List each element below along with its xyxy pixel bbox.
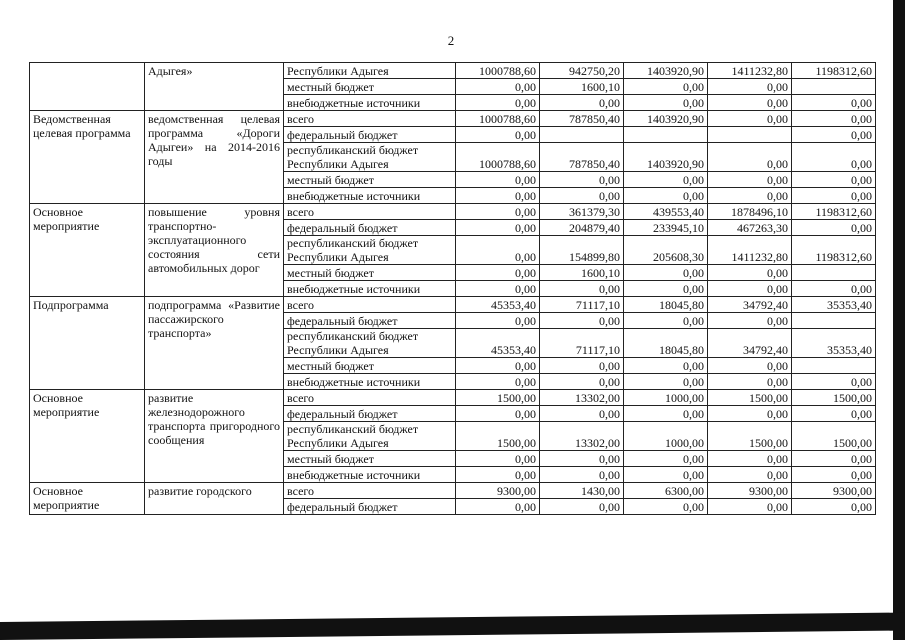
funding-source-cell: федеральный бюджет xyxy=(284,127,456,143)
amount-cell: 0,00 xyxy=(540,499,624,515)
funding-source-cell: федеральный бюджет xyxy=(284,499,456,515)
amount-cell: 0,00 xyxy=(456,313,540,329)
program-name-cell: подпрограмма «Развитие пассажирского транспорта» xyxy=(145,297,284,390)
amount-cell: 0,00 xyxy=(624,265,708,281)
amount-cell: 1411232,80 xyxy=(708,236,792,265)
amount-cell: 0,00 xyxy=(456,265,540,281)
funding-source-cell: внебюджетные источники xyxy=(284,467,456,483)
funding-source-cell: федеральный бюджет xyxy=(284,406,456,422)
amount-cell xyxy=(792,313,876,329)
amount-cell: 0,00 xyxy=(792,467,876,483)
amount-cell: 0,00 xyxy=(708,143,792,172)
amount-cell: 0,00 xyxy=(540,95,624,111)
amount-cell: 787850,40 xyxy=(540,111,624,127)
amount-cell: 0,00 xyxy=(456,451,540,467)
amount-cell: 0,00 xyxy=(540,281,624,297)
program-name-cell: развитие городского xyxy=(145,483,284,515)
program-type-cell: Основное мероприятие xyxy=(30,390,145,483)
amount-cell: 13302,00 xyxy=(540,390,624,406)
amount-cell: 0,00 xyxy=(456,204,540,220)
amount-cell xyxy=(792,265,876,281)
amount-cell: 0,00 xyxy=(456,499,540,515)
table-row xyxy=(30,483,876,499)
amount-cell: 0,00 xyxy=(456,374,540,390)
amount-cell xyxy=(540,127,624,143)
amount-cell: 1198312,60 xyxy=(792,204,876,220)
amount-cell: 0,00 xyxy=(792,220,876,236)
amount-cell: 1000,00 xyxy=(624,422,708,451)
funding-source-cell: всего xyxy=(284,297,456,313)
funding-source-cell: внебюджетные источники xyxy=(284,374,456,390)
amount-cell: 0,00 xyxy=(792,499,876,515)
program-type-cell: Подпрограмма xyxy=(30,297,145,390)
funding-source-cell: республиканский бюджет Республики Адыгея xyxy=(284,143,456,172)
table-row xyxy=(30,204,876,220)
table-row xyxy=(30,297,876,313)
amount-cell: 0,00 xyxy=(540,358,624,374)
amount-cell: 1500,00 xyxy=(792,422,876,451)
amount-cell: 34792,40 xyxy=(708,329,792,358)
funding-source-cell: местный бюджет xyxy=(284,79,456,95)
amount-cell: 0,00 xyxy=(792,95,876,111)
amount-cell: 1000788,60 xyxy=(456,63,540,79)
funding-source-cell: всего xyxy=(284,204,456,220)
amount-cell: 0,00 xyxy=(540,451,624,467)
amount-cell xyxy=(708,127,792,143)
funding-source-cell: республиканский бюджет Республики Адыгея xyxy=(284,422,456,451)
amount-cell xyxy=(792,358,876,374)
amount-cell: 1500,00 xyxy=(708,390,792,406)
amount-cell: 0,00 xyxy=(456,95,540,111)
funding-source-cell: всего xyxy=(284,390,456,406)
amount-cell: 0,00 xyxy=(708,172,792,188)
amount-cell: 467263,30 xyxy=(708,220,792,236)
amount-cell: 0,00 xyxy=(708,188,792,204)
amount-cell: 0,00 xyxy=(456,79,540,95)
amount-cell: 1500,00 xyxy=(456,422,540,451)
scan-edge-bottom xyxy=(0,613,905,640)
amount-cell: 0,00 xyxy=(792,111,876,127)
amount-cell: 71117,10 xyxy=(540,297,624,313)
amount-cell: 0,00 xyxy=(624,451,708,467)
amount-cell: 45353,40 xyxy=(456,329,540,358)
amount-cell: 0,00 xyxy=(708,451,792,467)
amount-cell: 0,00 xyxy=(708,499,792,515)
program-name-cell: ведомственная целевая программа «Дороги Адыгеи» на 2014-2016 годы xyxy=(145,111,284,204)
amount-cell: 34792,40 xyxy=(708,297,792,313)
funding-source-cell: всего xyxy=(284,111,456,127)
amount-cell: 0,00 xyxy=(792,172,876,188)
table-row xyxy=(30,390,876,406)
amount-cell: 0,00 xyxy=(708,265,792,281)
program-name-cell: повышение уровня транспортно-эксплуатационного состояния сети автомобильных дорог xyxy=(145,204,284,297)
amount-cell: 0,00 xyxy=(708,358,792,374)
scan-edge-right xyxy=(893,0,905,640)
funding-source-cell: местный бюджет xyxy=(284,451,456,467)
amount-cell: 0,00 xyxy=(540,467,624,483)
amount-cell: 154899,80 xyxy=(540,236,624,265)
program-name-cell: развитие железнодорожного транспорта пригородного сообщения xyxy=(145,390,284,483)
amount-cell: 0,00 xyxy=(456,188,540,204)
amount-cell: 0,00 xyxy=(456,220,540,236)
amount-cell: 1878496,10 xyxy=(708,204,792,220)
amount-cell: 1500,00 xyxy=(792,390,876,406)
table-row xyxy=(30,111,876,127)
amount-cell: 0,00 xyxy=(708,374,792,390)
amount-cell: 71117,10 xyxy=(540,329,624,358)
funding-source-cell: всего xyxy=(284,483,456,499)
amount-cell: 0,00 xyxy=(540,406,624,422)
amount-cell: 1000788,60 xyxy=(456,143,540,172)
amount-cell: 0,00 xyxy=(708,467,792,483)
amount-cell: 0,00 xyxy=(540,188,624,204)
amount-cell: 0,00 xyxy=(792,143,876,172)
table-body xyxy=(30,63,876,515)
amount-cell: 1000,00 xyxy=(624,390,708,406)
funding-source-cell: местный бюджет xyxy=(284,172,456,188)
amount-cell: 233945,10 xyxy=(624,220,708,236)
table-row xyxy=(30,63,876,79)
funding-source-cell: республиканский бюджет Республики Адыгея xyxy=(284,329,456,358)
amount-cell: 0,00 xyxy=(456,127,540,143)
amount-cell: 0,00 xyxy=(624,499,708,515)
amount-cell: 0,00 xyxy=(456,467,540,483)
amount-cell: 0,00 xyxy=(792,281,876,297)
amount-cell: 942750,20 xyxy=(540,63,624,79)
amount-cell xyxy=(792,79,876,95)
amount-cell: 0,00 xyxy=(624,281,708,297)
amount-cell: 0,00 xyxy=(624,358,708,374)
amount-cell: 0,00 xyxy=(708,281,792,297)
page-number: 2 xyxy=(447,33,455,48)
amount-cell: 787850,40 xyxy=(540,143,624,172)
funding-source-cell: местный бюджет xyxy=(284,265,456,281)
amount-cell: 0,00 xyxy=(792,374,876,390)
amount-cell: 9300,00 xyxy=(792,483,876,499)
amount-cell: 0,00 xyxy=(624,406,708,422)
amount-cell: 0,00 xyxy=(624,79,708,95)
amount-cell: 0,00 xyxy=(624,188,708,204)
program-type-cell xyxy=(30,63,145,111)
amount-cell: 0,00 xyxy=(708,95,792,111)
program-name-cell: Адыгея» xyxy=(145,63,284,111)
amount-cell: 0,00 xyxy=(540,374,624,390)
program-type-cell: Ведомственная целевая программа xyxy=(30,111,145,204)
amount-cell: 13302,00 xyxy=(540,422,624,451)
amount-cell: 1000788,60 xyxy=(456,111,540,127)
amount-cell: 1600,10 xyxy=(540,79,624,95)
amount-cell: 0,00 xyxy=(456,358,540,374)
amount-cell: 0,00 xyxy=(624,95,708,111)
amount-cell: 0,00 xyxy=(792,406,876,422)
amount-cell: 0,00 xyxy=(456,281,540,297)
funding-source-cell: местный бюджет xyxy=(284,358,456,374)
amount-cell: 204879,40 xyxy=(540,220,624,236)
funding-source-cell: федеральный бюджет xyxy=(284,220,456,236)
amount-cell: 439553,40 xyxy=(624,204,708,220)
amount-cell: 205608,30 xyxy=(624,236,708,265)
amount-cell: 9300,00 xyxy=(708,483,792,499)
funding-source-cell: внебюджетные источники xyxy=(284,281,456,297)
amount-cell: 1500,00 xyxy=(456,390,540,406)
amount-cell: 0,00 xyxy=(792,451,876,467)
amount-cell: 35353,40 xyxy=(792,329,876,358)
amount-cell: 0,00 xyxy=(624,467,708,483)
amount-cell: 1403920,90 xyxy=(624,111,708,127)
amount-cell: 0,00 xyxy=(540,172,624,188)
amount-cell: 0,00 xyxy=(708,79,792,95)
program-type-cell: Основное мероприятие xyxy=(30,204,145,297)
budget-table xyxy=(29,62,876,515)
funding-source-cell: федеральный бюджет xyxy=(284,313,456,329)
amount-cell: 1403920,90 xyxy=(624,143,708,172)
amount-cell: 0,00 xyxy=(624,313,708,329)
amount-cell: 0,00 xyxy=(792,127,876,143)
amount-cell: 0,00 xyxy=(708,313,792,329)
amount-cell: 1430,00 xyxy=(540,483,624,499)
amount-cell: 0,00 xyxy=(540,313,624,329)
amount-cell: 1500,00 xyxy=(708,422,792,451)
amount-cell: 0,00 xyxy=(624,172,708,188)
amount-cell: 18045,80 xyxy=(624,297,708,313)
amount-cell: 0,00 xyxy=(456,172,540,188)
funding-source-cell: республиканский бюджет Республики Адыгея xyxy=(284,236,456,265)
amount-cell: 1403920,90 xyxy=(624,63,708,79)
amount-cell: 18045,80 xyxy=(624,329,708,358)
amount-cell: 6300,00 xyxy=(624,483,708,499)
amount-cell xyxy=(624,127,708,143)
amount-cell: 0,00 xyxy=(456,406,540,422)
amount-cell: 0,00 xyxy=(456,236,540,265)
funding-source-cell: внебюджетные источники xyxy=(284,95,456,111)
amount-cell: 1198312,60 xyxy=(792,236,876,265)
amount-cell: 1411232,80 xyxy=(708,63,792,79)
amount-cell: 0,00 xyxy=(792,188,876,204)
amount-cell: 1198312,60 xyxy=(792,63,876,79)
program-type-cell: Основное мероприятие xyxy=(30,483,145,515)
amount-cell: 9300,00 xyxy=(456,483,540,499)
amount-cell: 35353,40 xyxy=(792,297,876,313)
amount-cell: 0,00 xyxy=(708,406,792,422)
amount-cell: 0,00 xyxy=(708,111,792,127)
amount-cell: 0,00 xyxy=(624,374,708,390)
funding-source-cell: внебюджетные источники xyxy=(284,188,456,204)
funding-source-cell: Республики Адыгея xyxy=(284,63,456,79)
amount-cell: 361379,30 xyxy=(540,204,624,220)
amount-cell: 45353,40 xyxy=(456,297,540,313)
amount-cell: 1600,10 xyxy=(540,265,624,281)
